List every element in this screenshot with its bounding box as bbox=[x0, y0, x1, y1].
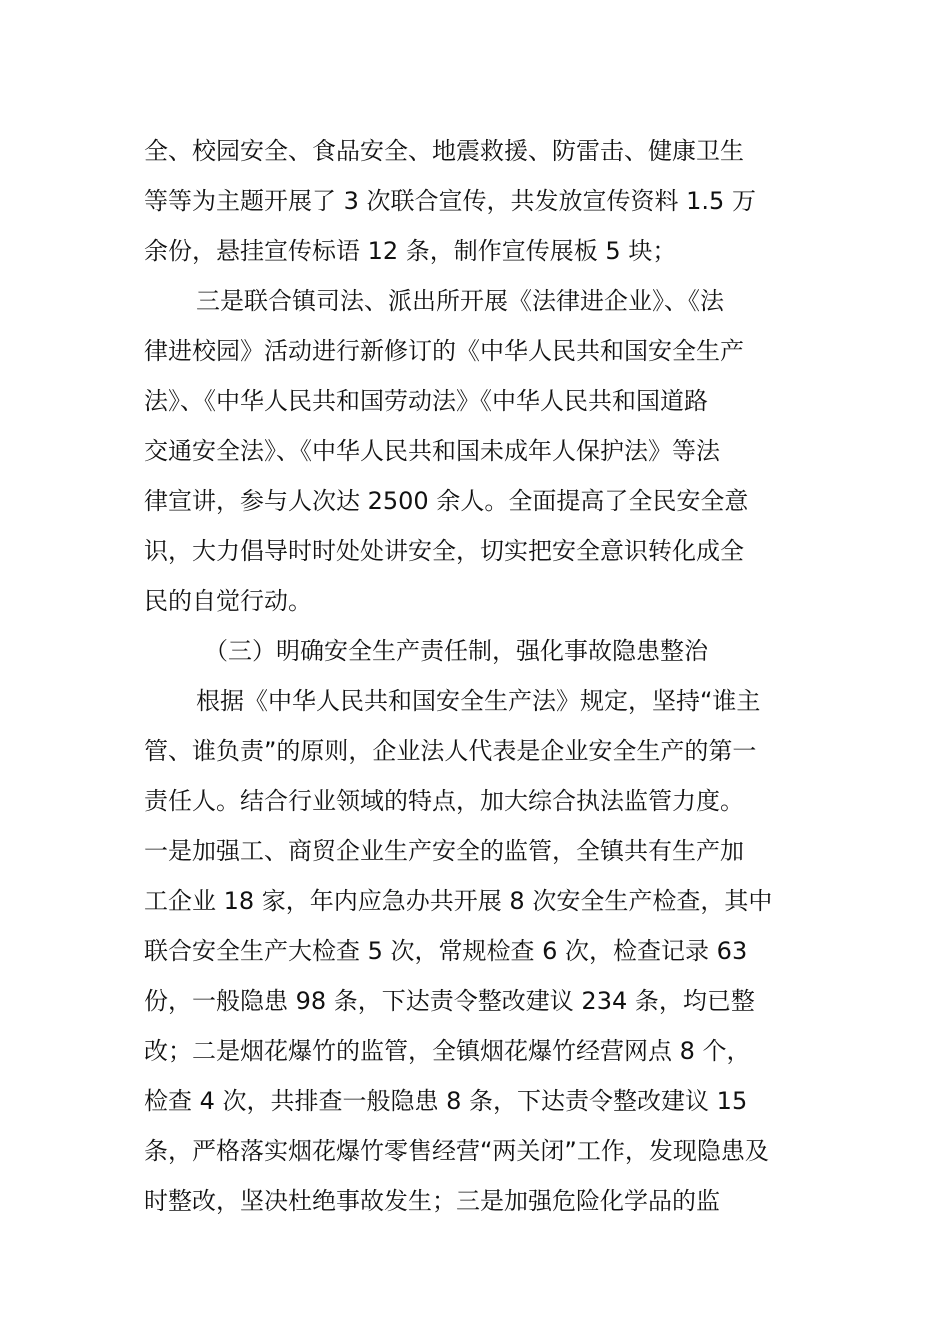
text-line: 律进校园》活动进行新修订的《中华人民共和国安全生产 bbox=[144, 337, 744, 365]
text-line: 法》、《中华人民共和国劳动法》《中华人民共和国道路 bbox=[144, 387, 708, 415]
text-line: 改；二是烟花爆竹的监管，全镇烟花爆竹经营网点 8 个， bbox=[144, 1037, 751, 1065]
text-line: 识，大力倡导时时处处讲安全，切实把安全意识转化成全 bbox=[144, 537, 744, 565]
paragraph-publicity-summary bbox=[144, 126, 804, 276]
text-line: 等等为主题开展了 3 次联合宣传，共发放宣传资料 1.5 万 bbox=[144, 187, 756, 215]
paragraph-legal-education bbox=[144, 276, 804, 626]
text-line: 责任人。结合行业领域的特点，加大综合执法监管力度。 bbox=[144, 787, 744, 815]
text-line: 条，严格落实烟花爆竹零售经营“两关闭”工作，发现隐患及 bbox=[144, 1137, 769, 1165]
text-line: 份，一般隐患 98 条，下达责令整改建议 234 条，均已整 bbox=[144, 987, 755, 1015]
text-line: 检查 4 次，共排查一般隐患 8 条，下达责令整改建议 15 bbox=[144, 1087, 748, 1115]
section-heading: （三）明确安全生产责任制，强化事故隐患整治 bbox=[204, 637, 708, 665]
text-line: 三是联合镇司法、派出所开展《法律进企业》、《法 bbox=[196, 287, 724, 315]
text-line: 时整改，坚决杜绝事故发生；三是加强危险化学品的监 bbox=[144, 1187, 720, 1215]
paragraph-responsibility-system bbox=[144, 676, 804, 1226]
text-line: 律宣讲，参与人次达 2500 余人。全面提高了全民安全意 bbox=[144, 487, 749, 515]
text-line: 联合安全生产大检查 5 次，常规检查 6 次，检查记录 63 bbox=[144, 937, 748, 965]
text-line: 交通安全法》、《中华人民共和国未成年人保护法》等法 bbox=[144, 437, 720, 465]
text-line: 根据《中华人民共和国安全生产法》规定，坚持“谁主 bbox=[196, 687, 761, 715]
text-line: 工企业 18 家，年内应急办共开展 8 次安全生产检查，其中 bbox=[144, 887, 773, 915]
text-line: 余份，悬挂宣传标语 12 条，制作宣传展板 5 块； bbox=[144, 237, 677, 265]
text-line: 全、校园安全、食品安全、地震救援、防雷击、健康卫生 bbox=[144, 137, 744, 165]
text-line: 一是加强工、商贸企业生产安全的监管，全镇共有生产加 bbox=[144, 837, 744, 865]
text-line: 民的自觉行动。 bbox=[144, 587, 312, 615]
text-line: 管、谁负责”的原则，企业法人代表是企业安全生产的第一 bbox=[144, 737, 757, 765]
document-body bbox=[144, 126, 804, 1226]
